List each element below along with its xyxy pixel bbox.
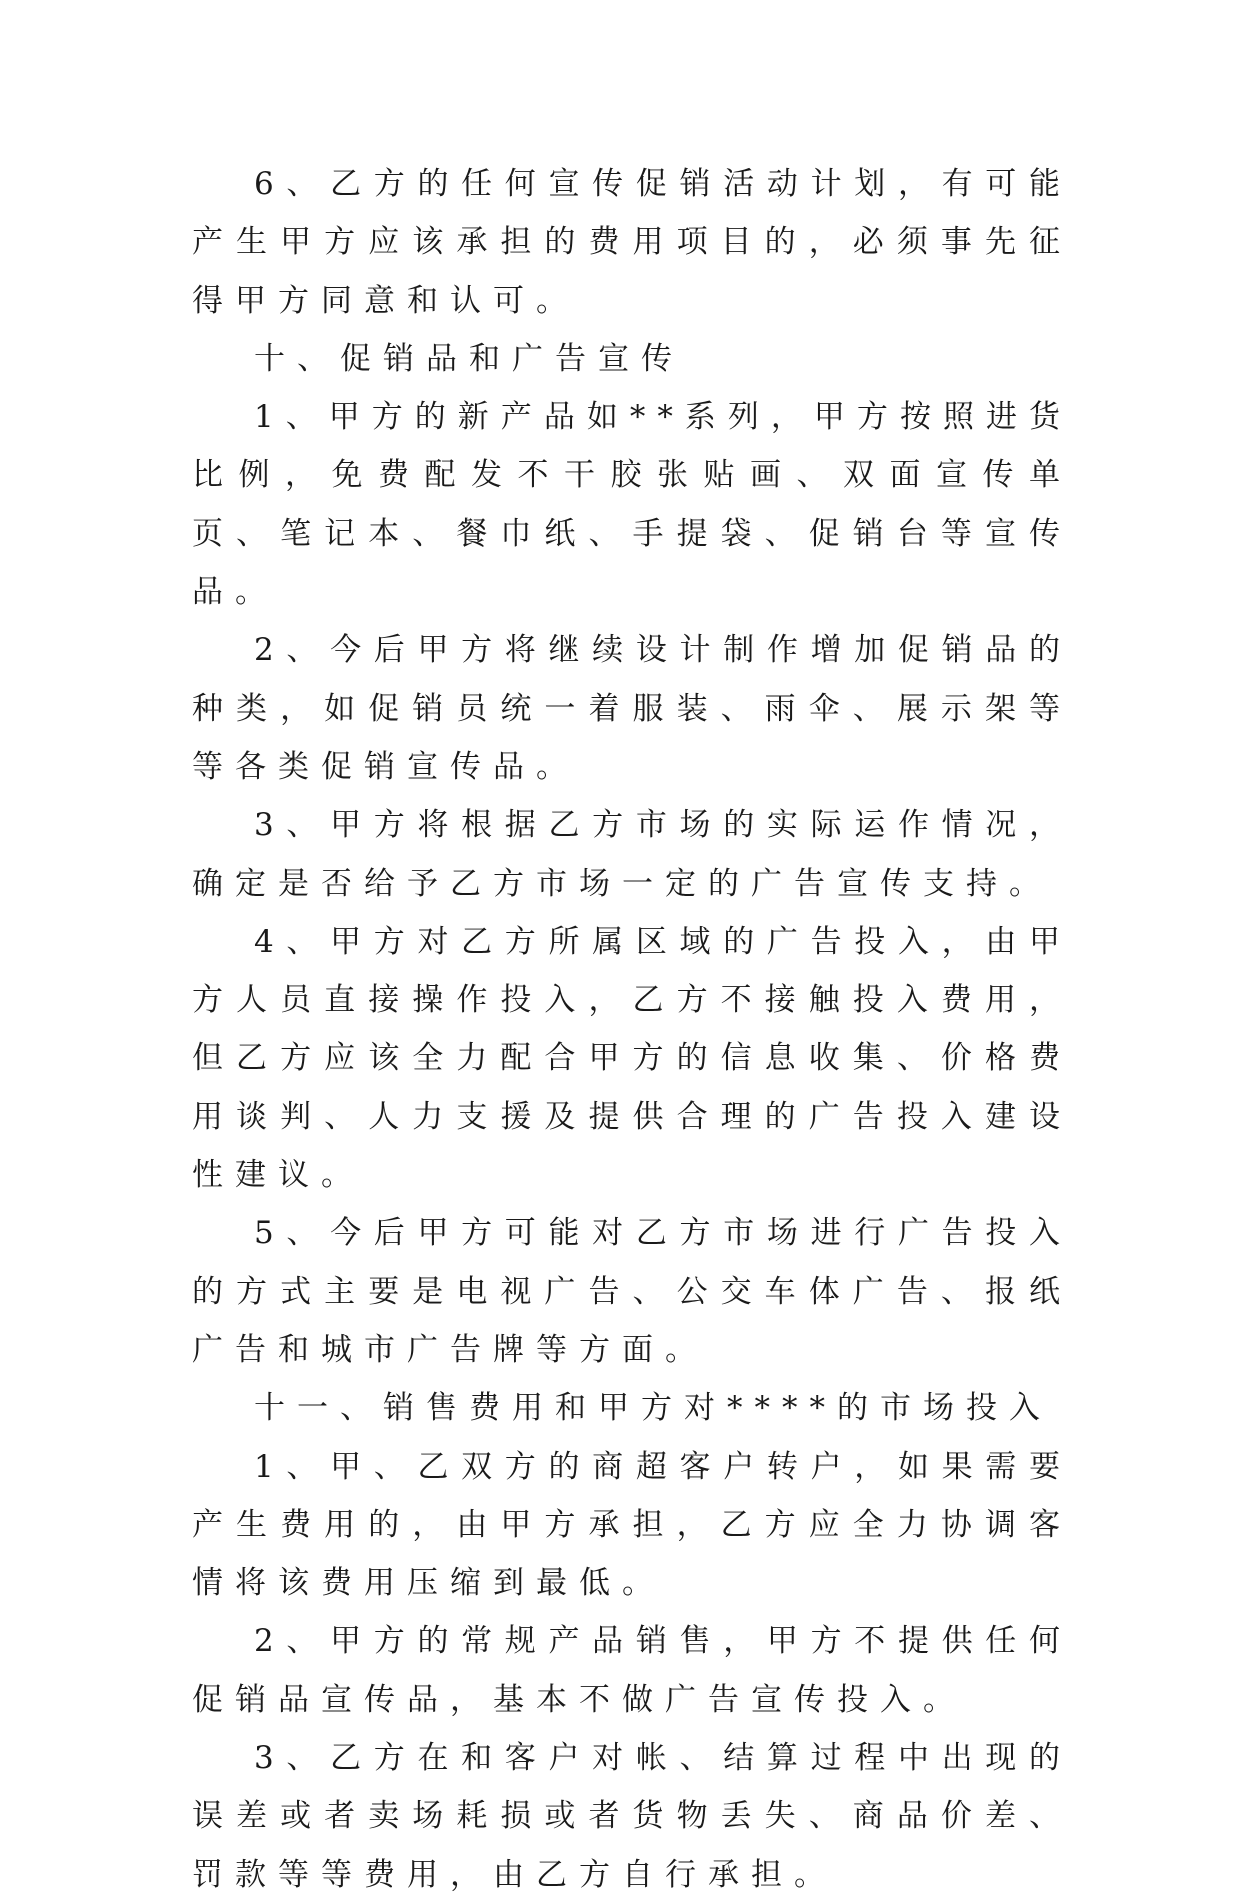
- paragraph-11-3: 3、乙方在和客户对帐、结算过程中出现的误差或者卖场耗损或者货物丢失、商品价差、罚款等等费用，由乙方自行承担。: [192, 1740, 1072, 1893]
- section-heading-11: 十一、销售费用和甲方对****的市场投入: [254, 1390, 1052, 1427]
- paragraph-11-2: 2、甲方的常规产品销售，甲方不提供任何促销品宣传品，基本不做广告宣传投入。: [192, 1623, 1072, 1718]
- paragraph-11-1: 1、甲、乙双方的商超客户转户，如果需要产生费用的，由甲方承担，乙方应全力协调客情将该费用压缩到最低。: [192, 1448, 1072, 1602]
- document-page: [192, 155, 1072, 1904]
- paragraph-10-1: 1、甲方的新产品如**系列，甲方按照进货比例，免费配发不干胶张贴画、双面宣传单页、笔记本、餐巾纸、手提袋、促销台等宣传品。: [192, 399, 1072, 611]
- section-heading-10: 十、促销品和广告宣传: [254, 340, 684, 377]
- paragraph-10-5: 5、今后甲方可能对乙方市场进行广告投入的方式主要是电视广告、公交车体广告、报纸广告和城市广告牌等方面。: [192, 1215, 1072, 1368]
- paragraph-10-4: 4、甲方对乙方所属区域的广告投入，由甲方人员直接操作投入，乙方不接触投入费用，但乙方应该全力配合甲方的信息收集、价格费用谈判、人力支援及提供合理的广告投入建设性建议。: [192, 923, 1072, 1194]
- paragraph-10-3: 3、甲方将根据乙方市场的实际运作情况，确定是否给予乙方市场一定的广告宣传支持。: [192, 807, 1072, 902]
- paragraph-10-2: 2、今后甲方将继续设计制作增加促销品的种类，如促销员统一着服装、雨伞、展示架等等各类促销宣传品。: [192, 632, 1072, 785]
- paragraph-6-promotion-plan: 6、乙方的任何宣传促销活动计划，有可能产生甲方应该承担的费用项目的，必须事先征得甲方同意和认可。: [192, 166, 1072, 319]
